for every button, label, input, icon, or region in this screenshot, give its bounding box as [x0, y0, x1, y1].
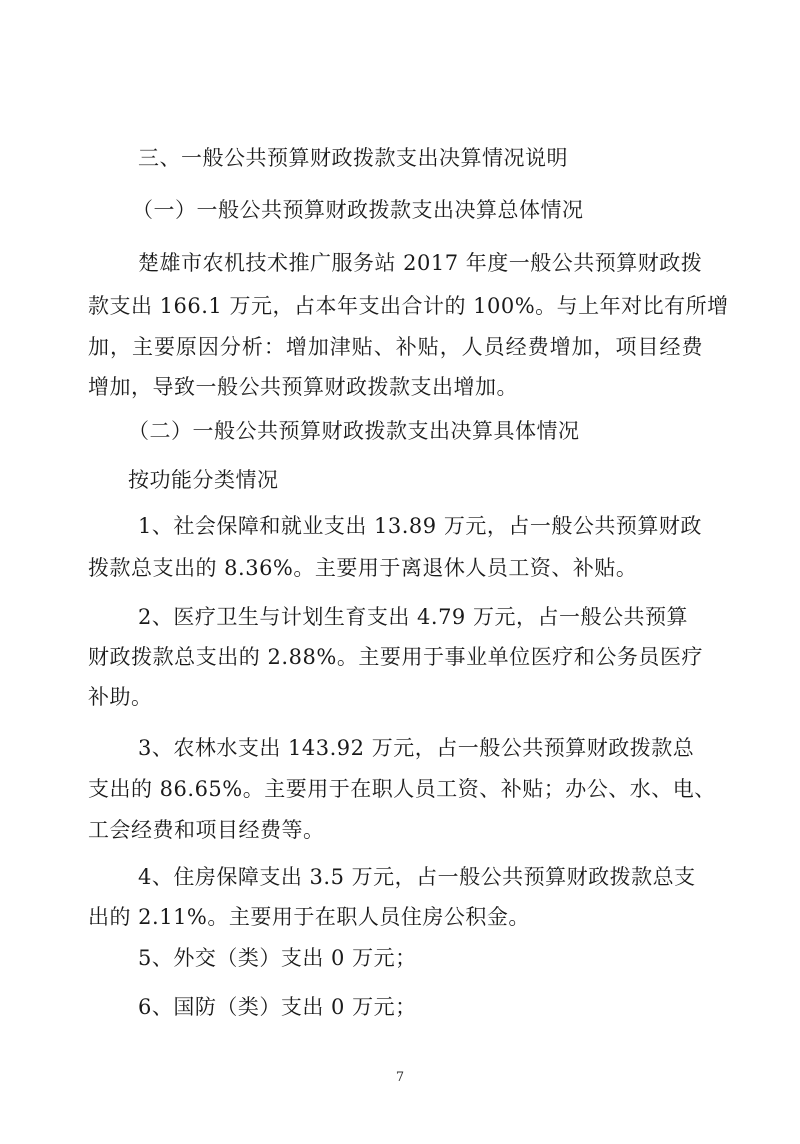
- paragraph-1-line-2: 款支出 166.1 万元，占本年支出合计的 100%。与上年对比有所增: [88, 294, 729, 318]
- item-4-line-2: 出的 2.11%。主要用于在职人员住房公积金。: [88, 905, 530, 929]
- paragraph-1-line-1: 楚雄市农机技术推广服务站 2017 年度一般公共预算财政拨: [138, 251, 703, 275]
- item-6-line-1: 6、国防（类）支出 0 万元；: [138, 995, 417, 1019]
- subsection-1-heading: （一）一般公共预算财政拨款支出决算总体情况: [132, 198, 584, 222]
- item-3-line-3: 工会经费和项目经费等。: [88, 818, 325, 842]
- paragraph-1-line-4: 增加，导致一般公共预算财政拨款支出增加。: [88, 375, 518, 399]
- item-3-line-2: 支出的 86.65%。主要用于在职人员工资、补贴；办公、水、电、: [88, 777, 716, 801]
- item-2-line-2: 财政拨款总支出的 2.88%。主要用于事业单位医疗和公务员医疗: [88, 645, 703, 669]
- section-heading: 三、一般公共预算财政拨款支出决算情况说明: [138, 146, 568, 170]
- item-2-line-1: 2、医疗卫生与计划生育支出 4.79 万元，占一般公共预算: [138, 605, 688, 629]
- paragraph-1-line-3: 加，主要原因分析：增加津贴、补贴，人员经费增加，项目经费: [88, 335, 703, 359]
- item-3-line-1: 3、农林水支出 143.92 万元，占一般公共预算财政拨款总: [138, 736, 695, 760]
- page-number: 7: [395, 1070, 405, 1085]
- item-2-line-3: 补助。: [88, 685, 153, 709]
- subsection-2-heading: （二）一般公共预算财政拨款支出决算具体情况: [128, 419, 580, 443]
- category-title: 按功能分类情况: [128, 468, 279, 492]
- item-5-line-1: 5、外交（类）支出 0 万元；: [138, 946, 417, 970]
- item-1-line-1: 1、社会保障和就业支出 13.89 万元，占一般公共预算财政: [138, 514, 702, 538]
- item-4-line-1: 4、住房保障支出 3.5 万元，占一般公共预算财政拨款总支: [138, 865, 696, 889]
- item-1-line-2: 拨款总支出的 8.36%。主要用于离退休人员工资、补贴。: [88, 556, 638, 580]
